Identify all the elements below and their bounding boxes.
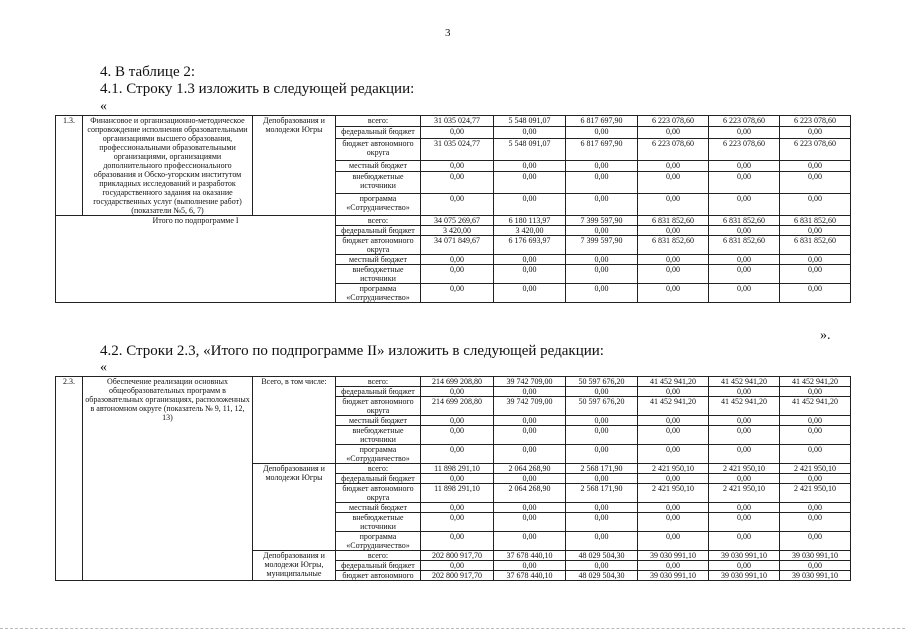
amount-cell: 41 452 941,20 — [638, 397, 709, 416]
heading-section-4-1: 4.1. Строку 1.3 изложить в следующей редакции: — [100, 81, 415, 97]
subtotal-label-cell: Итого по подпрограмме I — [56, 216, 336, 303]
activity-name-cell: Финансовое и организационно-методическое сопровождение исполнения образовательными организациями высшего образования, профессиональными образовательными организациями, организациями дополнительного профессионального образования и Обско-угорским институтом прикладных исследований и разработок государственного задания на оказание государственных услуг (выполнение работ) (показатели №5, 6, 7) — [83, 116, 253, 216]
amount-cell: 2 568 171,90 — [566, 484, 638, 503]
funding-source-cell: местный бюджет — [336, 160, 421, 171]
amount-cell: 0,00 — [421, 561, 494, 571]
amount-cell: 6 817 697,90 — [566, 138, 638, 160]
amount-cell: 37 678 440,10 — [494, 551, 566, 561]
amount-cell: 0,00 — [709, 474, 780, 484]
amount-cell: 0,00 — [780, 561, 851, 571]
open-quote-1: « — [100, 99, 107, 114]
amount-cell: 0,00 — [780, 160, 851, 171]
amount-cell: 202 800 917,70 — [421, 571, 494, 581]
amount-cell: 0,00 — [638, 194, 709, 216]
funding-source-cell: внебюджетные источники — [336, 513, 421, 532]
funding-source-cell: бюджет автономного округа — [336, 484, 421, 503]
executor-cell: Депобразования и молодежи Югры, муниципальные — [253, 551, 336, 581]
amount-cell: 39 742 709,00 — [494, 377, 566, 387]
amount-cell: 0,00 — [709, 426, 780, 445]
amount-cell: 0,00 — [638, 474, 709, 484]
amount-cell: 6 831 852,60 — [638, 236, 709, 255]
amount-cell: 0,00 — [780, 474, 851, 484]
amount-cell: 39 030 991,10 — [638, 551, 709, 561]
amount-cell: 7 399 597,90 — [566, 216, 638, 226]
amount-cell: 0,00 — [709, 160, 780, 171]
amount-cell: 6 831 852,60 — [638, 216, 709, 226]
amount-cell: 0,00 — [780, 445, 851, 464]
amount-cell: 0,00 — [494, 474, 566, 484]
funding-source-cell: всего: — [336, 116, 421, 127]
funding-source-cell: всего: — [336, 551, 421, 561]
funding-source-cell: местный бюджет — [336, 255, 421, 265]
amount-cell: 0,00 — [709, 532, 780, 551]
row-number-cell: 1.3. — [56, 116, 83, 216]
amount-cell: 202 800 917,70 — [421, 551, 494, 561]
amount-cell: 11 898 291,10 — [421, 484, 494, 503]
amount-cell: 0,00 — [780, 194, 851, 216]
amount-cell: 6 223 078,60 — [780, 138, 851, 160]
amount-cell: 31 035 024,77 — [421, 138, 494, 160]
amount-cell: 37 678 440,10 — [494, 571, 566, 581]
amount-cell: 0,00 — [638, 445, 709, 464]
amount-cell: 0,00 — [780, 387, 851, 397]
page-bottom-edge — [0, 628, 905, 629]
amount-cell: 0,00 — [638, 226, 709, 236]
funding-source-cell: федеральный бюджет — [336, 474, 421, 484]
row-number-cell: 2.3. — [56, 377, 83, 581]
table-row — [56, 216, 851, 226]
funding-source-cell: всего: — [336, 377, 421, 387]
amount-cell: 39 030 991,10 — [638, 571, 709, 581]
executor-cell: Депобразования и молодежи Югры — [253, 464, 336, 551]
table-row — [56, 116, 851, 127]
funding-source-cell: федеральный бюджет — [336, 387, 421, 397]
amount-cell: 0,00 — [709, 127, 780, 138]
amount-cell: 0,00 — [780, 426, 851, 445]
amount-cell: 0,00 — [566, 265, 638, 284]
executor-cell: Депобразования и молодежи Югры — [253, 116, 336, 216]
amount-cell: 0,00 — [421, 532, 494, 551]
amount-cell: 0,00 — [566, 127, 638, 138]
amount-cell: 0,00 — [494, 416, 566, 426]
amount-cell: 214 699 208,80 — [421, 377, 494, 387]
amount-cell: 0,00 — [421, 160, 494, 171]
funding-source-cell: программа «Сотрудничество» — [336, 532, 421, 551]
amount-cell: 0,00 — [566, 226, 638, 236]
table-row — [56, 377, 851, 387]
amount-cell: 0,00 — [780, 255, 851, 265]
amount-cell: 2 421 950,10 — [638, 484, 709, 503]
funding-source-cell: всего: — [336, 464, 421, 474]
amount-cell: 50 597 676,20 — [566, 397, 638, 416]
amount-cell: 0,00 — [709, 416, 780, 426]
amount-cell: 0,00 — [494, 160, 566, 171]
amount-cell: 0,00 — [638, 284, 709, 303]
amount-cell: 0,00 — [494, 387, 566, 397]
amount-cell: 0,00 — [566, 194, 638, 216]
amount-cell: 0,00 — [709, 503, 780, 513]
amount-cell: 0,00 — [494, 265, 566, 284]
funding-source-cell: программа «Сотрудничество» — [336, 445, 421, 464]
amount-cell: 0,00 — [780, 513, 851, 532]
amount-cell: 0,00 — [566, 445, 638, 464]
amount-cell: 0,00 — [638, 265, 709, 284]
funding-source-cell: федеральный бюджет — [336, 226, 421, 236]
amount-cell: 0,00 — [709, 255, 780, 265]
funding-source-cell: программа «Сотрудничество» — [336, 284, 421, 303]
amount-cell: 0,00 — [638, 503, 709, 513]
funding-source-cell: местный бюджет — [336, 416, 421, 426]
amount-cell: 2 421 950,10 — [780, 464, 851, 474]
amount-cell: 0,00 — [494, 426, 566, 445]
amount-cell: 5 548 091,07 — [494, 138, 566, 160]
funding-source-cell: бюджет автономного — [336, 571, 421, 581]
amount-cell: 2 421 950,10 — [709, 484, 780, 503]
amount-cell: 0,00 — [780, 265, 851, 284]
amount-cell: 6 223 078,60 — [638, 116, 709, 127]
amount-cell: 6 223 078,60 — [709, 116, 780, 127]
amount-cell: 0,00 — [421, 255, 494, 265]
amount-cell: 0,00 — [780, 532, 851, 551]
amount-cell: 0,00 — [494, 513, 566, 532]
amount-cell: 0,00 — [709, 172, 780, 194]
amount-cell: 0,00 — [421, 426, 494, 445]
amount-cell: 41 452 941,20 — [780, 397, 851, 416]
amount-cell: 0,00 — [494, 194, 566, 216]
amount-cell: 0,00 — [638, 387, 709, 397]
amount-cell: 0,00 — [421, 416, 494, 426]
funding-source-cell: бюджет автономного округа — [336, 236, 421, 255]
amount-cell: 0,00 — [566, 561, 638, 571]
amount-cell: 0,00 — [494, 445, 566, 464]
amount-cell: 0,00 — [638, 426, 709, 445]
amount-cell: 0,00 — [421, 445, 494, 464]
amount-cell: 6 223 078,60 — [638, 138, 709, 160]
amount-cell: 41 452 941,20 — [709, 397, 780, 416]
amount-cell: 0,00 — [638, 172, 709, 194]
amount-cell: 6 831 852,60 — [709, 216, 780, 226]
amount-cell: 0,00 — [566, 513, 638, 532]
amount-cell: 0,00 — [566, 172, 638, 194]
heading-section-4: 4. В таблице 2: — [100, 64, 196, 80]
amount-cell: 0,00 — [709, 284, 780, 303]
amount-cell: 6 176 693,97 — [494, 236, 566, 255]
amount-cell: 0,00 — [709, 513, 780, 532]
amount-cell: 6 223 078,60 — [780, 116, 851, 127]
amount-cell: 0,00 — [421, 172, 494, 194]
amount-cell: 0,00 — [638, 561, 709, 571]
funding-source-cell: внебюджетные источники — [336, 426, 421, 445]
amount-cell: 0,00 — [780, 503, 851, 513]
amount-cell: 0,00 — [709, 265, 780, 284]
page-number: 3 — [445, 27, 451, 39]
funding-source-cell: программа «Сотрудничество» — [336, 194, 421, 216]
amount-cell: 0,00 — [638, 532, 709, 551]
amount-cell: 0,00 — [709, 387, 780, 397]
amount-cell: 2 421 950,10 — [780, 484, 851, 503]
amount-cell: 2 064 268,90 — [494, 464, 566, 474]
amount-cell: 0,00 — [421, 265, 494, 284]
funding-source-cell: федеральный бюджет — [336, 127, 421, 138]
amount-cell: 0,00 — [566, 503, 638, 513]
amount-cell: 0,00 — [494, 561, 566, 571]
amount-cell: 39 030 991,10 — [709, 551, 780, 561]
amount-cell: 41 452 941,20 — [709, 377, 780, 387]
amount-cell: 0,00 — [494, 127, 566, 138]
amount-cell: 34 075 269,67 — [421, 216, 494, 226]
amount-cell: 0,00 — [566, 426, 638, 445]
amount-cell: 0,00 — [494, 503, 566, 513]
funding-source-cell: бюджет автономного округа — [336, 397, 421, 416]
amount-cell: 6 831 852,60 — [780, 236, 851, 255]
amount-cell: 0,00 — [566, 416, 638, 426]
amount-cell: 0,00 — [566, 387, 638, 397]
amount-cell: 48 029 504,30 — [566, 571, 638, 581]
funding-source-cell: местный бюджет — [336, 503, 421, 513]
amount-cell: 0,00 — [709, 194, 780, 216]
amount-cell: 31 035 024,77 — [421, 116, 494, 127]
amount-cell: 0,00 — [494, 255, 566, 265]
amount-cell: 0,00 — [709, 561, 780, 571]
amount-cell: 0,00 — [566, 255, 638, 265]
amount-cell: 0,00 — [421, 127, 494, 138]
amount-cell: 0,00 — [566, 532, 638, 551]
amount-cell: 34 071 849,67 — [421, 236, 494, 255]
amount-cell: 48 029 504,30 — [566, 551, 638, 561]
amount-cell: 6 831 852,60 — [780, 216, 851, 226]
activity-name-cell: Обеспечение реализации основных общеобразовательных программ в образовательных организациях, расположенных в автономном округе (показатель № 9, 11, 12, 13) — [83, 377, 253, 581]
amount-cell: 0,00 — [638, 255, 709, 265]
amount-cell: 0,00 — [421, 387, 494, 397]
executor-cell: Всего, в том числе: — [253, 377, 336, 464]
amount-cell: 41 452 941,20 — [638, 377, 709, 387]
amount-cell: 2 421 950,10 — [709, 464, 780, 474]
amount-cell: 0,00 — [494, 284, 566, 303]
amount-cell: 6 180 113,97 — [494, 216, 566, 226]
amount-cell: 2 064 268,90 — [494, 484, 566, 503]
amount-cell: 0,00 — [566, 160, 638, 171]
amount-cell: 0,00 — [638, 416, 709, 426]
amount-cell: 0,00 — [638, 513, 709, 532]
close-quote-1: ». — [820, 328, 831, 343]
amount-cell: 0,00 — [494, 532, 566, 551]
amount-cell: 2 568 171,90 — [566, 464, 638, 474]
amount-cell: 0,00 — [566, 474, 638, 484]
amount-cell: 0,00 — [780, 416, 851, 426]
amount-cell: 0,00 — [780, 127, 851, 138]
amount-cell: 6 817 697,90 — [566, 116, 638, 127]
amount-cell: 0,00 — [421, 474, 494, 484]
amount-cell: 0,00 — [494, 172, 566, 194]
amount-cell: 41 452 941,20 — [780, 377, 851, 387]
funding-source-cell: внебюджетные источники — [336, 172, 421, 194]
amount-cell: 39 030 991,10 — [780, 551, 851, 561]
amount-cell: 39 742 709,00 — [494, 397, 566, 416]
amount-cell: 0,00 — [566, 284, 638, 303]
amount-cell: 7 399 597,90 — [566, 236, 638, 255]
funding-source-cell: бюджет автономного округа — [336, 138, 421, 160]
amount-cell: 0,00 — [780, 172, 851, 194]
funding-source-cell: всего: — [336, 216, 421, 226]
amount-cell: 2 421 950,10 — [638, 464, 709, 474]
amount-cell: 3 420,00 — [494, 226, 566, 236]
amount-cell: 50 597 676,20 — [566, 377, 638, 387]
amount-cell: 39 030 991,10 — [709, 571, 780, 581]
amount-cell: 0,00 — [421, 503, 494, 513]
amount-cell: 0,00 — [421, 284, 494, 303]
table-row-1-3 — [55, 115, 851, 303]
amount-cell: 6 831 852,60 — [709, 236, 780, 255]
amount-cell: 39 030 991,10 — [780, 571, 851, 581]
amount-cell: 11 898 291,10 — [421, 464, 494, 474]
funding-source-cell: внебюджетные источники — [336, 265, 421, 284]
amount-cell: 3 420,00 — [421, 226, 494, 236]
amount-cell: 0,00 — [638, 127, 709, 138]
amount-cell: 0,00 — [709, 226, 780, 236]
heading-section-4-2: 4.2. Строки 2.3, «Итого по подпрограмме II» изложить в следующей редакции: — [100, 343, 604, 359]
amount-cell: 6 223 078,60 — [709, 138, 780, 160]
amount-cell: 0,00 — [780, 226, 851, 236]
amount-cell: 214 699 208,80 — [421, 397, 494, 416]
amount-cell: 5 548 091,07 — [494, 116, 566, 127]
funding-source-cell: федеральный бюджет — [336, 561, 421, 571]
open-quote-2: « — [100, 360, 107, 375]
amount-cell: 0,00 — [638, 160, 709, 171]
amount-cell: 0,00 — [421, 194, 494, 216]
amount-cell: 0,00 — [421, 513, 494, 532]
amount-cell: 0,00 — [780, 284, 851, 303]
amount-cell: 0,00 — [709, 445, 780, 464]
table-row-2-3 — [55, 376, 851, 581]
